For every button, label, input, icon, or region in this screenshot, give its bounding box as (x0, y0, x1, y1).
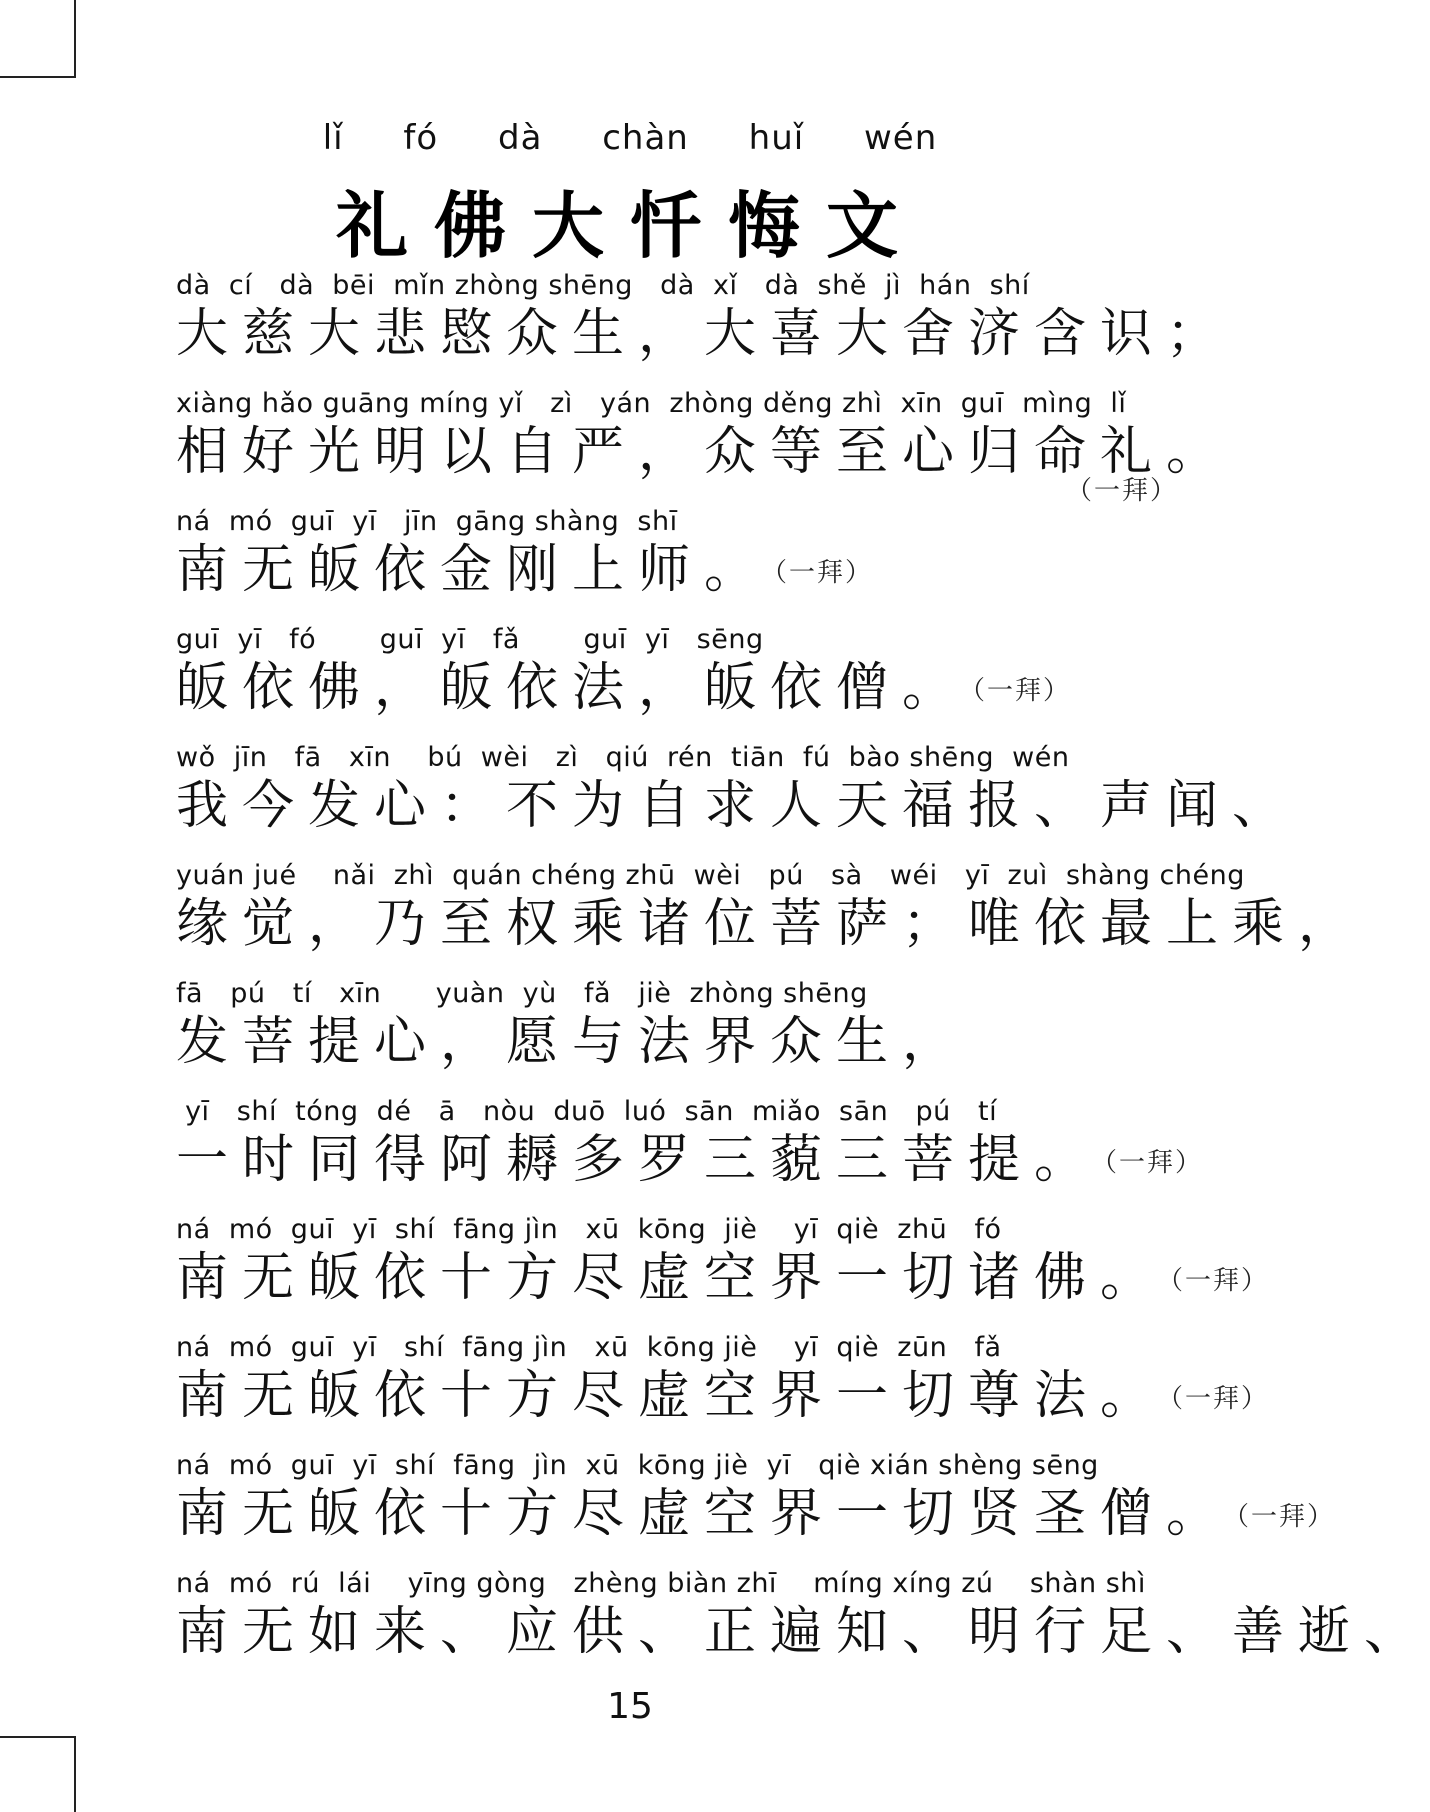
page-title: 礼佛大忏悔文 (335, 184, 924, 268)
verse-text (176, 302, 1233, 366)
verse-line (176, 742, 1299, 838)
prostration-note: （一拜） (972, 676, 1072, 706)
verse-line (176, 270, 1233, 366)
verse-characters: 我今发心：不为自求人天福报、声闻、 (176, 776, 1299, 836)
verse-characters: 南无如来、应供、正遍知、明行足、善逝、 (176, 1602, 1430, 1662)
verse-pinyin: ná mó guī yī jīn gāng shàng shī (176, 506, 678, 537)
verse-line (176, 978, 1186, 1074)
verse-pinyin: yuán jué nǎi zhì quán chéng zhū wèi pú sà wéi yī zuì shàng chéng (176, 860, 1245, 891)
crop-mark-bottom-vertical (74, 1736, 76, 1812)
verse-text (176, 420, 1233, 484)
verse-text (176, 656, 1186, 723)
verse-text (176, 538, 1186, 605)
verse-characters: 南无皈依金刚上师。 (176, 540, 771, 600)
verse-characters: 南无皈依十方尽虚空界一切尊法。 (176, 1366, 1167, 1426)
verse-pinyin: ná mó guī yī shí fāng jìn xū kōng jiè yī qiè zhū fó (176, 1214, 1002, 1245)
verse-pinyin: ná mó rú lái yīng gòng zhèng biàn zhī míng xíng zú shàn shì (176, 1568, 1146, 1599)
prostration-note: （一拜） (1236, 1502, 1336, 1532)
verse-text (176, 1364, 1270, 1431)
verse-line (176, 860, 1365, 956)
crop-mark-top-horizontal (0, 76, 76, 78)
verse-pinyin: xiàng hǎo guāng míng yǐ zì yán zhòng děng zhì xīn guī mìng lǐ (176, 388, 1127, 419)
verse-line (176, 506, 1186, 605)
verse-text (176, 1600, 1430, 1664)
prostration-note: （一拜） (1170, 1384, 1270, 1414)
verse-characters: 发菩提心，愿与法界众生， (176, 1012, 969, 1072)
prostration-note: （一拜） (1066, 476, 1179, 506)
crop-mark-top-vertical (74, 0, 76, 78)
verse-line (176, 1096, 1204, 1195)
verse-line (176, 1568, 1430, 1664)
verse-pinyin: fā pú tí xīn yuàn yù fǎ jiè zhòng shēng (176, 978, 868, 1009)
verse-line (176, 1214, 1270, 1313)
verse-text (176, 1128, 1204, 1195)
verse-characters: 相好光明以自严，众等至心归命礼。 (176, 422, 1233, 482)
verse-line (176, 1450, 1336, 1549)
crop-mark-bottom-horizontal (0, 1736, 76, 1738)
page-number: 15 (607, 1686, 653, 1727)
verse-line (176, 1332, 1270, 1431)
verse-pinyin: wǒ jīn fā xīn bú wèi zì qiú rén tiān fú bào shēng wén (176, 742, 1070, 773)
verse-characters: 大慈大悲愍众生，大喜大舍济含识； (176, 304, 1233, 364)
title-pinyin: lǐ fó dà chàn huǐ wén (322, 118, 938, 158)
prostration-note: （一拜） (1170, 1266, 1270, 1296)
prostration-note: （一拜） (1104, 1148, 1204, 1178)
verse-pinyin: ná mó guī yī shí fāng jìn xū kōng jiè yī qiè zūn fǎ (176, 1332, 1002, 1363)
verse-pinyin: ná mó guī yī shí fāng jìn xū kōng jiè yī qiè xián shèng sēng (176, 1450, 1099, 1481)
verse-characters: 南无皈依十方尽虚空界一切诸佛。 (176, 1248, 1167, 1308)
verse-text (176, 1010, 1186, 1074)
verse-characters: 南无皈依十方尽虚空界一切贤圣僧。 (176, 1484, 1233, 1544)
verse-line (176, 624, 1186, 723)
verse-text (176, 892, 1365, 956)
prostration-note: （一拜） (774, 558, 874, 588)
verse-text (176, 1246, 1270, 1313)
verse-text (176, 1482, 1336, 1549)
verse-pinyin: dà cí dà bēi mǐn zhòng shēng dà xǐ dà shě jì hán shí (176, 270, 1030, 301)
verse-pinyin: guī yī fó guī yī fǎ guī yī sēng (176, 624, 764, 655)
verse-line (176, 388, 1233, 484)
verse-characters: 一时同得阿耨多罗三藐三菩提。 (176, 1130, 1101, 1190)
verse-characters: 缘觉，乃至权乘诸位菩萨；唯依最上乘， (176, 894, 1365, 954)
verse-characters: 皈依佛，皈依法，皈依僧。 (176, 658, 969, 718)
verse-pinyin: yī shí tóng dé ā nòu duō luó sān miǎo sān pú tí (176, 1096, 998, 1127)
verse-text (176, 774, 1299, 838)
